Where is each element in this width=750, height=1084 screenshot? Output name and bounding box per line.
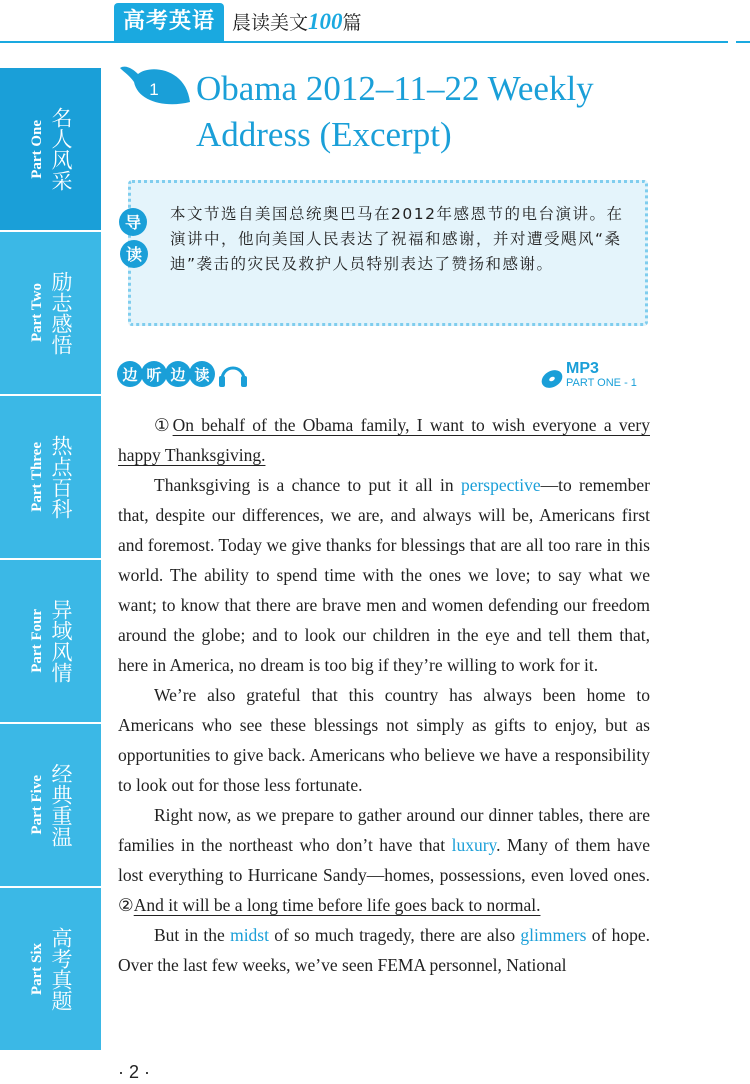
keyword-perspective[interactable]: perspective xyxy=(460,475,541,495)
page-header xyxy=(0,0,750,44)
sidebar-tab-part-six[interactable] xyxy=(0,888,101,1050)
headphones-icon xyxy=(219,368,247,387)
series-prefix: 晨读美文 xyxy=(232,12,309,34)
paragraph-2 xyxy=(118,470,650,680)
tab-cn-label: 名人风采 xyxy=(49,107,73,191)
paragraph-text: But in the xyxy=(154,925,231,945)
intro-text: 本文节选自美国总统奥巴马在2012年感恩节的电台演讲。在演讲中，他向美国人民表达了祝福和感谢，并对遭受飓风“桑迪”袭击的灾民及救护人员特别表达了赞扬和感谢。 xyxy=(170,205,624,273)
tab-en-label: Part Three xyxy=(29,442,45,512)
paragraph-text: Thanksgiving is a chance to put it all in xyxy=(154,475,461,495)
tab-cn-label: 高考真题 xyxy=(49,927,73,1011)
paragraph-text: —to remember that, despite our differences, we are, and always will be, Americans first and foremost. Today we give thanks for blessings that are all too rare in this world. The ability to spend time with the ones we love; to say what we want; to know that there are brave men and women defending our freedom around the globe; and to look our children in the eye and tell them that, here in America, no dream is too big if they’re willing to work for it. xyxy=(118,475,650,675)
listen-char-3: 边 xyxy=(170,366,186,384)
paragraph-text: of hope. Over the last few weeks, we’ve seen FEMA personnel, National xyxy=(118,925,650,975)
keyword-luxury[interactable]: luxury xyxy=(451,835,497,855)
series-number: 100 xyxy=(308,9,343,34)
sidebar-tab-part-four[interactable] xyxy=(0,560,101,722)
tab-cn-label: 热点百科 xyxy=(49,435,73,519)
intro-badge-bottom: 读 xyxy=(125,245,143,264)
mp3-label: MP3 xyxy=(566,360,599,377)
sidebar-tab-part-two[interactable] xyxy=(0,232,101,394)
tab-cn-label: 经典重温 xyxy=(49,763,73,847)
listen-char-4: 读 xyxy=(194,366,210,384)
tab-en-label: Part Five xyxy=(29,775,45,835)
part-sidebar xyxy=(0,68,101,1052)
sidebar-tab-part-one[interactable] xyxy=(0,68,101,230)
intro-badge-icon xyxy=(118,206,150,272)
keyword-midst[interactable]: midst xyxy=(230,925,269,945)
tab-en-label: Part Six xyxy=(29,942,45,996)
series-suffix: 篇 xyxy=(342,12,362,34)
tab-cn-label: 异域风情 xyxy=(49,599,73,683)
mp3-disc-icon xyxy=(538,362,568,396)
paragraph-4 xyxy=(118,800,650,920)
header-rule xyxy=(0,41,728,43)
sentence-marker-1: ① xyxy=(154,415,173,435)
book-brand: 高考英语 xyxy=(114,3,224,41)
underlined-sentence-1: On behalf of the Obama family, I want to wish everyone a very happy Thanksgiving. xyxy=(118,415,650,465)
paragraph-5 xyxy=(118,920,650,980)
book-series xyxy=(232,8,362,35)
leaf-number-icon xyxy=(116,62,192,108)
listen-char-1: 边 xyxy=(122,366,138,384)
sidebar-tab-part-three[interactable] xyxy=(0,396,101,558)
listen-read-label xyxy=(116,358,248,390)
mp3-part-label: PART ONE - 1 xyxy=(566,377,637,389)
paragraph-text: Right now, as we prepare to gather around our dinner tables, there are families in the northeast who don’t have that xyxy=(118,805,650,855)
paragraph-3: We’re also grateful that this country has always been home to Americans who see these blessings not simply as gifts to enjoy, but as opportunities to give back. Americans who believe we have a responsibility to look out for those less fortunate. xyxy=(118,685,650,795)
header-rule-tick xyxy=(736,41,750,43)
tab-en-label: Part Four xyxy=(29,609,45,673)
tab-en-label: Part Two xyxy=(29,283,45,343)
paragraph-text: of so much tragedy, there are also xyxy=(268,925,521,945)
intro-box xyxy=(118,180,646,324)
page-number: · 2 · xyxy=(118,1062,151,1082)
sentence-marker-2: ② xyxy=(118,895,134,915)
listen-char-2: 听 xyxy=(146,366,162,384)
tab-en-label: Part One xyxy=(29,119,45,179)
paragraph-1 xyxy=(118,410,650,470)
keyword-glimmers[interactable]: glimmers xyxy=(520,925,587,945)
tab-cn-label: 励志感悟 xyxy=(49,271,73,355)
intro-badge-top: 导 xyxy=(124,213,142,232)
sidebar-tab-part-five[interactable] xyxy=(0,724,101,886)
article-title: Obama 2012–11–22 Weekly Address (Excerpt) xyxy=(196,69,594,154)
article-body xyxy=(118,410,650,980)
paragraph-text: . Many of them have lost everything to Hurricane Sandy—homes, possessions, even loved ones. xyxy=(118,835,651,885)
underlined-sentence-2: And it will be a long time before life goes back to normal. xyxy=(133,895,541,915)
article-number: 1 xyxy=(149,80,159,99)
mp3-track-label[interactable] xyxy=(538,360,658,394)
